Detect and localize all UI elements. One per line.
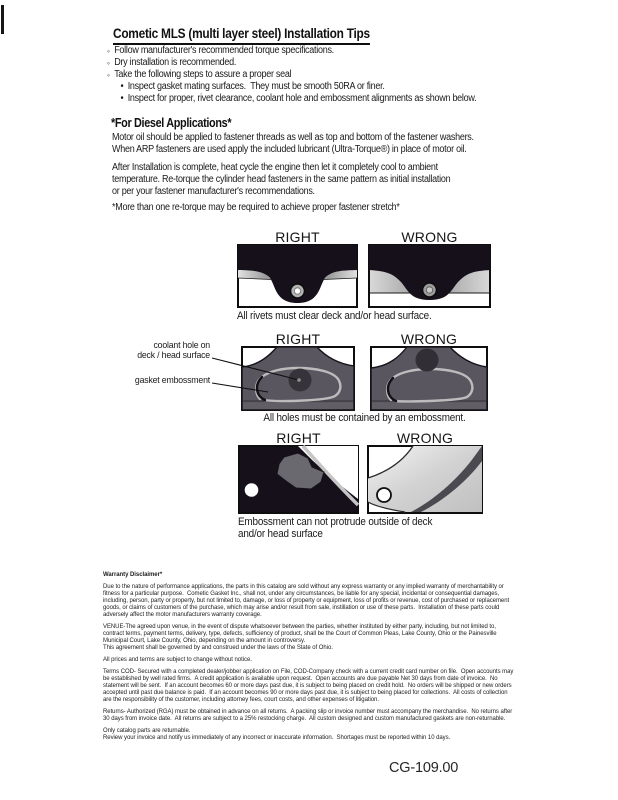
paragraph-line: After Installation is complete, heat cycle the engine then let it completely cool to ambient	[112, 162, 438, 173]
annotation-line: deck / head surface	[137, 350, 210, 361]
diesel-paragraph-2	[112, 162, 450, 198]
legal-line: Review your invoice and notify us immediately of any incorrect or inaccurate information. Shortages must be reported within 10 days.	[103, 735, 451, 741]
bolt-hole	[377, 488, 391, 502]
pointer-dot	[297, 378, 301, 382]
caption-line: Embossment can not protrude outside of deck	[238, 516, 433, 528]
rivet-center	[426, 287, 432, 293]
rivet-center	[294, 288, 300, 294]
filled-bullet-icon: •	[120, 81, 124, 92]
diagram-protrusion-wrong	[367, 445, 483, 514]
legal-line: fitness for a particular purpose. Cometic Gasket Inc., shall not, under any circumstances, be liable for any special, incidental or consequential damages,	[103, 591, 500, 597]
caption-line: and/or head surface	[238, 527, 323, 540]
annotation-gasket-embossment	[118, 376, 210, 386]
row2-wrong-label: WRONG	[400, 331, 458, 347]
scan-artifact-mark	[1, 5, 4, 34]
pointer-line-coolant	[212, 358, 299, 380]
diagram-rivet-wrong	[368, 244, 491, 308]
row1-wrong-label: WRONG	[401, 229, 458, 245]
page-title-wrap	[113, 25, 405, 45]
row3-caption	[238, 517, 432, 540]
row2-right-label: RIGHT	[275, 331, 321, 347]
open-bullet-icon: ◦	[107, 46, 110, 56]
paragraph-line: Motor oil should be applied to fastener threads as well as top and bottom of the fastener washers.	[112, 132, 474, 143]
paragraph-line: temperature. Re-torque the cylinder head fasteners in the same pattern as initial installation	[112, 174, 451, 185]
list-item-text: Dry installation is recommended.	[114, 57, 237, 68]
legal-line: goods, or claims of customers of the purchase, which may arise and/or result from sale, instillation or use of these parts. Installation of these parts could	[103, 605, 500, 611]
paragraph-line: or per your fastener manufacturer's recommendations.	[112, 186, 315, 197]
page-title: Cometic MLS (multi layer steel) Installation Tips	[113, 26, 370, 45]
legal-line: are the responsibility of the customer, including attorney fees, court costs, and other expenses of litigation.	[103, 697, 379, 703]
installation-tips-list	[107, 45, 476, 105]
diesel-heading-wrap	[111, 114, 249, 132]
annotation-coolant-hole	[118, 341, 210, 361]
list-item	[107, 69, 476, 81]
row2-caption: All holes must be contained by an embossment.	[263, 412, 466, 424]
diagram-embossment-wrong	[370, 346, 488, 411]
legal-line: be established by well rated firms. A credit application is available upon request. Open accounts are due payable Net 30 days from date of invoice. No	[103, 676, 498, 682]
sub-list-item	[121, 93, 477, 105]
list-item-text: Follow manufacturer's recommended torque specifications.	[114, 45, 334, 56]
gasket-bottom-strip	[243, 403, 353, 410]
row3-wrong-label: WRONG	[396, 430, 454, 446]
coolant-hole-misaligned	[416, 349, 439, 372]
gasket-bottom-strip	[372, 403, 486, 410]
legal-line: Municipal Court, Lake County, Ohio, depending on the amount in controversy.	[103, 638, 306, 644]
pointer-line-embossment	[212, 383, 268, 392]
row1-right-label: RIGHT	[275, 229, 320, 245]
annotation-pointer-lines	[208, 352, 308, 396]
annotation-line: coolant hole on	[153, 340, 210, 351]
legal-heading: Warranty Disclaimer*	[103, 572, 163, 578]
diagram-rivet-right	[237, 244, 358, 308]
sub-list-item	[121, 81, 477, 93]
legal-paragraph	[103, 728, 540, 742]
legal-line: including, person, party or property, but not limited to, damage, or loss of property or equipment, loss of profits or revenue, cost of purchased or replacement	[103, 598, 510, 604]
legal-line: Returns- Authorized (RGA) must be obtained in advance on all returns. A packing slip or invoice number must accompany the merchandise. No returns after	[103, 709, 513, 715]
diesel-paragraph-1	[112, 132, 474, 156]
list-item-text: Take the following steps to assure a proper seal	[114, 69, 292, 80]
legal-paragraph	[103, 709, 540, 723]
list-item	[107, 57, 476, 69]
annotation-line: gasket embossment	[134, 375, 210, 386]
list-item-text: Inspect gasket mating surfaces. They must be smooth 50RA or finer.	[127, 81, 385, 92]
paragraph-line: *More than one re-torque may be required to achieve proper fastener stretch*	[112, 202, 400, 213]
legal-line: adversely affect the motor manufacturers warranty coverage.	[103, 612, 262, 618]
open-bullet-icon: ◦	[107, 70, 110, 80]
legal-paragraph	[103, 624, 540, 652]
row1-caption: All rivets must clear deck and/or head surface.	[237, 310, 432, 322]
legal-line: contract terms, payment terms, delivery, type, defects, sufficiency of product, shall be the Court of Common Pleas, Lake County, Ohio or the Painesville	[103, 631, 497, 637]
legal-line: accepted until past due balance is paid. If an account becomes 90 or more days past due, it is subject to being placed for collections. All costs of collection	[103, 690, 508, 696]
row3-right-label: RIGHT	[276, 430, 321, 446]
legal-line: All prices and terms are subject to change without notice.	[103, 657, 252, 663]
legal-line: 30 days from invoice date. All returns are subject to a 25% restocking charge. All custom designed and custom manufactured gaskets are non-returnable.	[103, 716, 506, 722]
legal-line: This agreement shall be governed by and construed under the laws of the State of Ohio.	[103, 645, 333, 651]
list-item	[107, 45, 476, 57]
open-bullet-icon: ◦	[107, 58, 110, 68]
legal-line: statement will be sent. If an account becomes 60 or more days past due, it is subject to being placed on credit hold. No orders will be shipped or new orders	[103, 683, 512, 689]
bolt-hole	[245, 483, 259, 497]
legal-paragraph	[103, 669, 540, 704]
legal-line: Due to the nature of performance applications, the parts in this catalog are sold without any express warranty or any implied warranty of merchantability or	[103, 584, 504, 590]
legal-line: Terms COD- Secured with a completed dealer/jobber application on File, COD-Company check with a current credit card number on file. Open accounts may	[103, 669, 514, 675]
legal-block	[103, 572, 540, 747]
legal-paragraph	[103, 657, 540, 664]
legal-line: VENUE-The agreed upon venue, in the event of dispute whatsoever between the parties, whether instituted by either party, including, but not limited to,	[103, 624, 496, 630]
doc-number: CG-109.00	[389, 760, 459, 776]
diesel-heading: *For Diesel Applications*	[111, 116, 232, 130]
legal-paragraph	[103, 584, 540, 619]
legal-line: Only catalog parts are returnable.	[103, 728, 191, 734]
list-item-text: Inspect for proper, rivet clearance, coolant hole and embossment alignments as shown below.	[127, 93, 477, 104]
paragraph-line: When ARP fasteners are used apply the included lubricant (Ultra-Torque®) in place of motor oil.	[112, 144, 467, 155]
diagram-protrusion-right	[238, 445, 359, 514]
diesel-paragraph-3	[112, 202, 400, 214]
filled-bullet-icon: •	[120, 93, 124, 104]
